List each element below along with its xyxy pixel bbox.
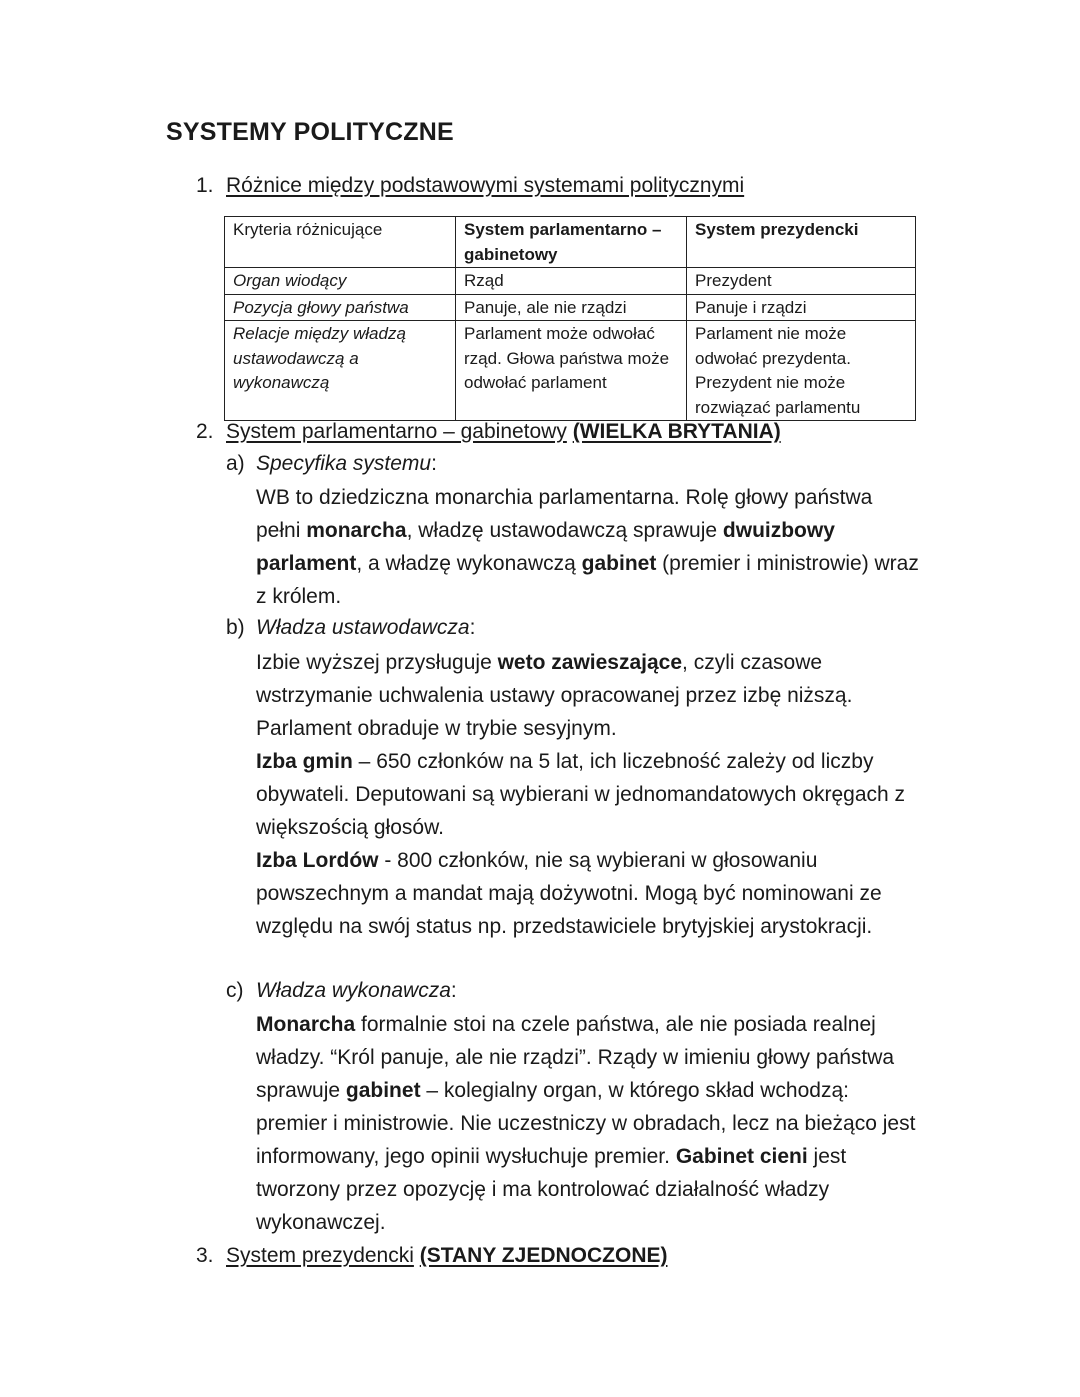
section-number: 2. [196, 420, 214, 443]
table-cell: Pozycja głowy państwa [225, 294, 456, 321]
subsection-label: Specyfika systemu [256, 452, 432, 475]
subsection-colon: : [431, 452, 437, 475]
bold-term: gabinet [581, 552, 657, 575]
subsection-label: Władza ustawodawcza [256, 616, 470, 639]
table-cell: Parlament nie może odwołać prezydenta. Prezydent nie może rozwiązać parlamentu [687, 321, 916, 421]
section-title-country: (STANY ZJEDNOCZONE) [419, 1244, 668, 1267]
bold-term: Gabinet cieni [675, 1145, 808, 1168]
table-header-row [225, 217, 916, 268]
bold-term: gabinet [345, 1079, 421, 1102]
text-run: – 650 członków na 5 lat, ich liczebność zależy od liczby obywateli. Deputowani są wybierani w jednomandatowych okręgach z większością głosów. [256, 750, 906, 839]
table-header-cell: System parlamentarno – gabinetowy [456, 217, 687, 268]
text-run: (premier i ministrowie) wraz z królem. [256, 552, 919, 608]
text-run: – kolegialny organ, w którego skład wchodzą: premier i ministrowie. Nie uczestniczy w obradach, lecz na bieżąco jest informowany, jego opinii wysłuchuje premier. [256, 1079, 916, 1168]
table-row [225, 294, 916, 321]
subsection-b-text [256, 646, 921, 943]
subsection-letter: b) [226, 616, 245, 639]
table-cell: Rząd [456, 268, 687, 295]
subsection-letter: c) [226, 979, 244, 1002]
text-run: - 800 członków, nie są wybierani w głosowaniu powszechnym a mandat mają dożywotni. Mogą być nominowani ze względu na swój status np. przedstawiciele brytyjskiej arystokracji. [256, 849, 882, 938]
subsection-a-text [256, 481, 921, 613]
table-row [225, 321, 916, 421]
subsection-c-heading [226, 976, 457, 1006]
text-run: , a władzę wykonawczą [356, 552, 582, 575]
table-cell: Panuje, ale nie rządzi [456, 294, 687, 321]
text-run: Izbie wyższej przysługuje [256, 651, 498, 674]
table-row [225, 268, 916, 295]
subsection-label: Władza wykonawcza [256, 979, 451, 1002]
text-run: formalnie stoi na czele państwa, ale nie posiada realnej władzy. “Król panuje, ale nie rządzi”. Rządy w imieniu głowy państwa sprawuje [256, 1013, 895, 1102]
text-run: , czyli czasowe wstrzymanie uchwalenia ustawy opracowanej przez izbę niższą. Parlament obraduje w trybie sesyjnym. [256, 651, 853, 740]
bold-term: Izba Lordów [256, 849, 379, 872]
table-header-cell: Kryteria różnicujące [225, 217, 456, 268]
table-cell: Relacje między władzą ustawodawczą a wykonawczą [225, 321, 456, 421]
bold-term: Izba gmin [256, 750, 353, 773]
table-cell: Parlament może odwołać rząd. Głowa państwa może odwołać parlament [456, 321, 687, 421]
subsection-a-heading [226, 449, 437, 479]
section-2-heading [196, 417, 781, 447]
bold-term: monarcha [306, 519, 407, 542]
table-cell: Prezydent [687, 268, 916, 295]
subsection-colon: : [469, 616, 476, 639]
subsection-letter: a) [226, 452, 245, 475]
table-cell: Panuje i rządzi [687, 294, 916, 321]
section-title: Różnice między podstawowymi systemami politycznymi [226, 174, 745, 197]
subsection-colon: : [450, 979, 457, 1002]
section-number: 3. [196, 1244, 214, 1267]
section-title: System parlamentarno – gabinetowy [226, 420, 567, 443]
bold-term: Monarcha [256, 1013, 356, 1036]
subsection-b-heading [226, 613, 475, 643]
bold-term: weto zawieszające [497, 651, 683, 674]
page-title: SYSTEMY POLITYCZNE [166, 118, 454, 146]
section-title: System prezydencki [226, 1244, 414, 1267]
comparison-table [224, 216, 916, 421]
section-3-heading [196, 1241, 667, 1271]
table-cell: Organ wiodący [225, 268, 456, 295]
section-1-heading [196, 171, 744, 201]
section-title-country: (WIELKA BRYTANIA) [572, 420, 781, 443]
text-run: , władzę ustawodawczą sprawuje [406, 519, 723, 542]
bold-term: dwuizbowy parlament [256, 519, 835, 575]
subsection-c-text [256, 1008, 921, 1239]
text-run: jest tworzony przez opozycję i ma kontrolować działalność władzy wykonawczej. [256, 1145, 847, 1234]
text-run: WB to dziedziczna monarchia parlamentarna. Rolę głowy państwa pełni [256, 486, 873, 542]
table-header-cell: System prezydencki [687, 217, 916, 268]
section-number: 1. [196, 174, 214, 197]
